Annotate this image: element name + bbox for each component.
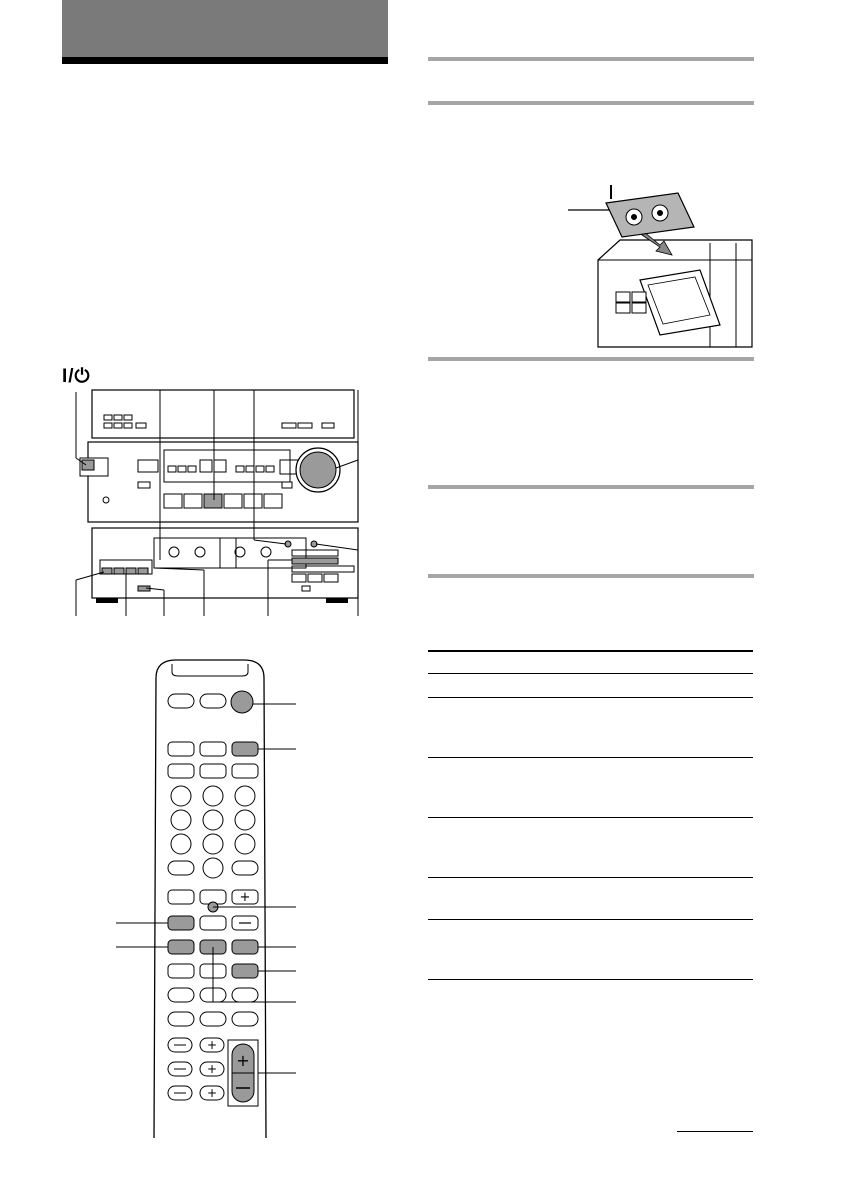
table-row-rule [428,877,753,878]
power-symbol-label: I/⏻ [62,366,91,387]
table-row-rule [428,919,753,920]
svg-text:+: + [239,890,251,905]
step-rule-4 [428,485,754,489]
svg-text:+: + [206,1062,218,1076]
remote-control-illustration [116,658,296,1138]
table-top-rule [428,650,753,652]
step-rule-5 [428,574,754,578]
cassette-insert-icon [560,185,760,347]
table-row-rule [428,817,753,818]
svg-text:+: + [206,1086,218,1100]
svg-text:+: + [236,1051,250,1070]
table-bottom-rule [428,979,753,980]
stereo-system-illustration [76,390,366,616]
table-row-rule [428,697,753,698]
table-row-rule [428,673,753,674]
step-rule-2 [428,101,754,105]
step-rule-3 [428,357,754,361]
table-row-rule [428,757,753,758]
continued-rule [677,1131,753,1132]
step-rule-1 [428,57,754,61]
section-header-tab [62,0,388,57]
section-header-rule [62,57,388,64]
svg-text:+: + [206,1038,218,1052]
